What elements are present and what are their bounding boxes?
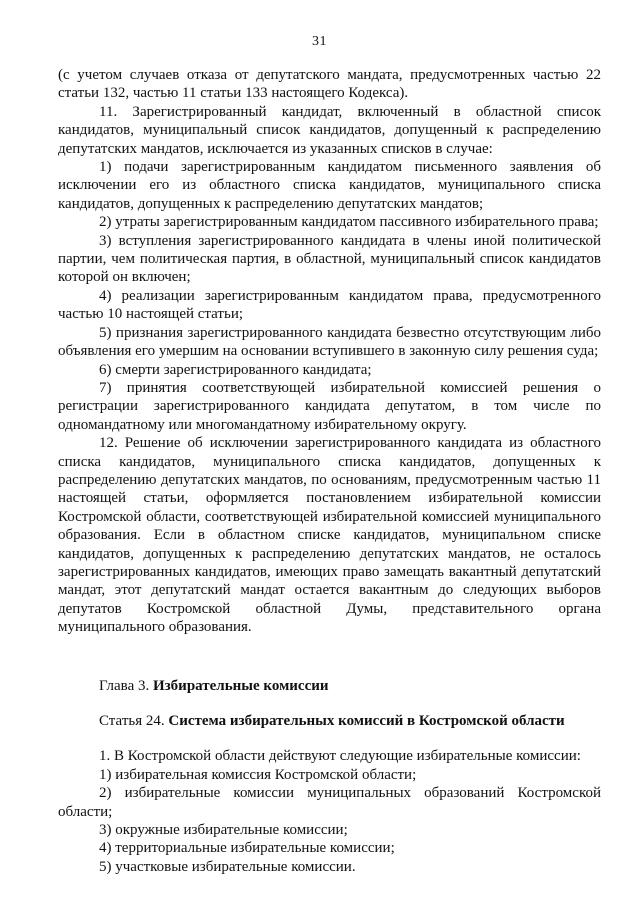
- list-item-5: 5) признания зарегистрированного кандидата безвестно отсутствующим либо объявления его умершим на основании вступившего в законную силу решения суда;: [58, 324, 601, 360]
- list-item-4: 4) реализации зарегистрированным кандидатом права, предусмотренного частью 10 настоящей статьи;: [58, 287, 601, 323]
- chapter-prefix: Глава 3.: [99, 677, 150, 694]
- commission-item-2: 2) избирательные комиссии муниципальных образований Костромской области;: [58, 785, 601, 820]
- article-intro: 1. В Костромской области действуют следующие избирательные комиссии:: [99, 748, 581, 765]
- paragraph-item-11: 11. Зарегистрированный кандидат, включенный в областной список кандидатов, муниципальный список кандидатов, допущенный к распределению депутатских мандатов, исключается из указанных списков в случае:: [58, 103, 601, 157]
- article-title: Система избирательных комиссий в Костромской области: [168, 713, 565, 729]
- commission-item-1: 1) избирательная комиссия Костромской области;: [99, 766, 417, 783]
- commission-item-5: 5) участковые избирательные комиссии.: [99, 858, 356, 875]
- list-item-2: 2) утраты зарегистрированным кандидатом пассивного избирательного права;: [99, 214, 599, 231]
- chapter-heading: [58, 677, 601, 695]
- article-heading: [58, 712, 601, 730]
- paragraph-item-12: 12. Решение об исключении зарегистрированного кандидата из областного списка кандидатов, муниципального списка кандидатов, допущенных к распределению депутатских мандатов, по основаниям, предусмотренным частью 11 настоящей статьи, оформляется постановлением избирательной комиссии Костромской области, соответствующей избирательной комиссией муниципального образования. Если в областном списке кандидатов, муниципальном списке кандидатов, допущенных к распределению депутатских мандатов, не осталось зарегистрированных кандидатов, имеющих право замещать вакантный депутатский мандат, этот депутатский мандат остается вакантным до следующих выборов депутатов Костромской областной Думы, представительного органа муниципального образования.: [58, 435, 601, 636]
- document-body: [58, 66, 601, 876]
- commission-item-4: 4) территориальные избирательные комиссии;: [99, 840, 395, 857]
- list-item-1: 1) подачи зарегистрированным кандидатом письменного заявления об исключении его из областного списка кандидатов, муниципального списка кандидатов, допущенных к распределению депутатских мандатов;: [58, 159, 601, 212]
- chapter-title: Избирательные комиссии: [152, 677, 329, 694]
- page-number: 31: [312, 34, 327, 49]
- list-item-3: 3) вступления зарегистрированного кандидата в члены иной политической партии, чем политическая партия, в областной, муниципальный список кандидатов которой он включен;: [58, 232, 601, 286]
- paragraph-continuation: (с учетом случаев отказа от депутатского мандата, предусмотренных частью 22 статьи 132, частью 11 статьи 133 настоящего Кодекса).: [58, 67, 601, 102]
- list-item-7: 7) принятия соответствующей избирательной комиссией решения о регистрации зарегистрированного кандидата депутатом, в том числе по одномандатному или многомандатному избирательному округу.: [58, 379, 601, 433]
- list-item-6: 6) смерти зарегистрированного кандидата;: [99, 361, 372, 378]
- article-prefix: Статья 24.: [99, 713, 165, 729]
- commission-item-3: 3) окружные избирательные комиссии;: [99, 822, 348, 839]
